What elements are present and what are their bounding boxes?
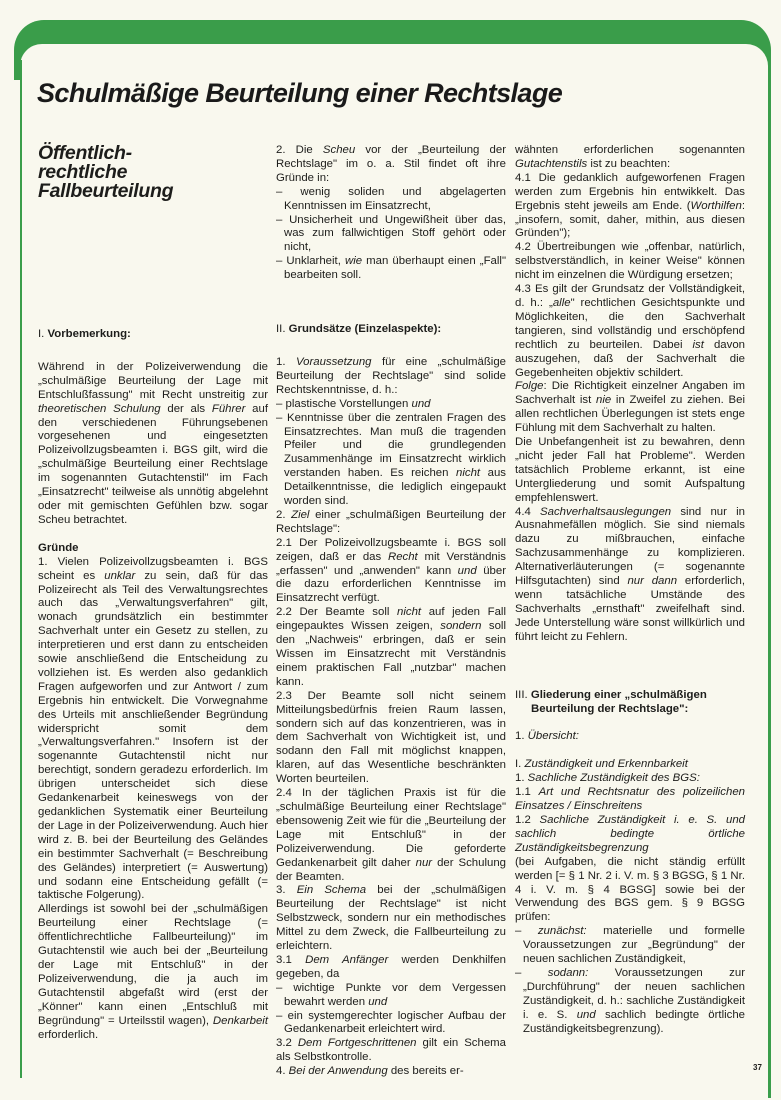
text-run: werden Denkhilfen gegeben, da: [276, 953, 507, 980]
text-run-italic: ist: [692, 338, 704, 351]
text-run-italic: Recht: [387, 550, 418, 563]
text-run: materielle und formelle Voraussetzungen zur „Begründung" der neuen sachlichen Zuständigkeit,: [523, 925, 746, 966]
text-run: 2. Die: [276, 144, 323, 156]
text-run: –: [515, 925, 538, 938]
text-run: 4.4: [515, 505, 541, 518]
text-run: mit Verständnis „erfassen" und „anwenden" kann: [276, 550, 506, 577]
heading-gliederung: [515, 689, 745, 717]
text-run-italic: alle: [552, 296, 571, 309]
text-run-italic: Folge: [515, 380, 544, 393]
text-run-italic: und: [411, 397, 431, 410]
text-run-italic: nicht: [456, 467, 481, 480]
column-2: [276, 144, 506, 1079]
heading-text: Beurteilung der Rechtslage":: [531, 702, 689, 715]
paragraph-3-1: [276, 954, 506, 982]
page-number: 37: [753, 1063, 762, 1072]
outline-text: Zuständigkeit und Erkennbarkeit: [524, 758, 688, 771]
text-run-italic: Sachverhaltsauslegungen: [540, 505, 672, 518]
heading-number: I.: [38, 328, 45, 340]
heading-vorbemerkung: [38, 328, 268, 342]
text-run: Während in der Polizeiverwendung die „schulmäßige Beurteilung der Lage mit Entschlußfassung" mit Recht unstreitig zur: [38, 360, 268, 401]
text-run: 2.2 Der Beamte soll: [276, 606, 398, 619]
text-run: – Unsicherheit und Ungewißheit über das, was zum fallwichtigen Stoff gehört oder nicht,: [276, 213, 506, 254]
text-run: zu sein, daß für das Polizeirecht als Teil des Verwaltungsrechtes auch das „Verwaltungsverfahren" gilt, wonach grundsätzlich ein bestimmter Sachverhalt unter ein Gesetz zu stellen, zu interpretieren und erst dann zu entscheiden sowie anschließend die Entscheidung zu vollziehen ist. Es werden also gedanklich Fragen aufgeworfen und zur Antwort / zum Ergebnis hin entwickelt. Die Vorwegnahme des Urteils mit anschließender Begründung widerspricht somit dem „Verwaltungsverfahren." Insofern ist der sogenannte Gutachtenstil nicht nur berechtigt, sondern geradezu erforderlich. Im übrigen unterscheidet sich diese Gedankenarbeit keineswegs von der gedanklichen Systematik einer Beurteilung der Lage in der Polizeiverwendung. Auch hier wird z. B. bei der Beurteilung des Geländes ein bestimmter Sachverhalt (= Beschreibung des Geländes) interpretiert (= Auswertung) und sodann eine Entscheidung gefällt (= taktische Folgerung).: [38, 569, 269, 902]
paragraph-anwendung-cont: [515, 144, 745, 172]
text-run: " rechtlichen Gesichtspunkte und Möglichkeiten, die den Sachverhalt tangieren, sind vollständig und erschöpfend rechtlich zu beurteilen. Dabei: [515, 296, 745, 351]
text-run: – ein systemgerechter logischer Aufbau der Gedankenarbeit erleichtert wird.: [276, 1009, 506, 1036]
page-title: Schulmäßige Beurteilung einer Rechtslage: [37, 78, 563, 108]
text-run: 1.: [515, 730, 528, 743]
text-run-italic: Scheu: [322, 144, 356, 156]
paragraph-4-4: [515, 506, 745, 645]
list-item: [276, 186, 506, 214]
text-run-italic: Führer: [211, 402, 246, 415]
list-item: [276, 255, 506, 283]
section-title-line: rechtliche: [38, 161, 128, 183]
text-run: auf jeden Fall eingepauktes Wissen zeigen,: [276, 606, 506, 633]
paragraph-folge: [515, 380, 745, 436]
text-run: des bereits er-: [387, 1065, 464, 1078]
text-run: 1.: [276, 355, 296, 368]
text-run-italic: Bei der Anwendung: [288, 1065, 388, 1078]
text-run: aus Detailkenntnisse, die lediglich eingepaukt worden sind.: [284, 467, 507, 508]
paragraph-gruende-1: [38, 556, 268, 904]
text-run-italic: sondern: [440, 620, 482, 633]
heading-text: Gliederung einer „schulmäßigen: [530, 688, 707, 701]
text-run: über die dazu erforderlichen Kenntnisse im Einsatzrecht verfügt.: [276, 564, 506, 605]
heading-number: III.: [515, 688, 528, 701]
paragraph-allerdings: [38, 903, 268, 1042]
text-run: 3.1: [276, 953, 306, 966]
list-item: [276, 214, 506, 256]
text-run-italic: unklar: [104, 569, 136, 582]
text-run: der als: [160, 402, 212, 415]
list-item: [276, 982, 506, 1010]
text-run: : „insofern, somit, daher, mithin, aus diesen Gründen");: [515, 199, 745, 240]
text-run-italic: theoretischen Schulung: [38, 402, 161, 415]
outline-number: 1.1: [515, 786, 539, 799]
text-run-italic: zunächst:: [537, 925, 587, 938]
column-1: [38, 144, 268, 1042]
paragraph-4-1: [515, 172, 745, 242]
text-run: in Zweifel zu ziehen. Bei allen rechtlichen Überlegungen ist stets enge Fühlung mit dem Sachverhalt zu halten.: [515, 394, 745, 435]
text-run: 4.3 Es gilt der Grundsatz der Vollständigkeit, d. h.: „: [515, 283, 745, 309]
text-run: gilt ein Schema als Selbstkontrolle.: [276, 1037, 506, 1064]
heading-gruende: Gründe: [38, 541, 79, 554]
text-run: erforderlich, wenn tatsächliche Umstände des Sachverhalts „ernsthaft" zweifelhaft sind. Jede Unterstellung wäre sonst willkürlich und führt leicht zu Fehlern.: [515, 575, 746, 643]
text-run: vor der „Beurteilung der Rechtslage" im o. a. Stil findet oft ihre Gründe in:: [276, 144, 507, 184]
outline-item: [515, 814, 745, 856]
outline-number: 1.2: [515, 813, 540, 826]
text-run: soll den „Nachweis" erbringen, daß er sein Wissen im Einsatzrecht mit Verständnis einem praktischen Fall „nutzbar" machen kann.: [276, 620, 506, 688]
text-run-italic: Dem Fortgeschrittenen: [297, 1037, 417, 1050]
paragraph-2-1: [276, 537, 506, 607]
text-run: einer „schulmäßigen Beurteilung der Rechtslage":: [276, 508, 506, 535]
paragraph-3-2: [276, 1037, 506, 1065]
list-item: [515, 925, 745, 967]
text-run-italic: nicht: [397, 606, 422, 619]
text-run: der Schulung der Beamten.: [276, 856, 506, 883]
text-run: 3.2: [276, 1037, 298, 1050]
paragraph-ziel: [276, 509, 506, 537]
outline-number: I.: [515, 758, 525, 771]
outline-number: 1.: [515, 772, 528, 785]
text-run: : Die Richtigkeit einzelner Angaben im Sachverhalt ist: [515, 380, 745, 407]
text-run: – Unklarheit,: [276, 255, 345, 268]
paragraph-voraussetzung: [276, 356, 506, 398]
heading-text: Vorbemerkung:: [47, 328, 131, 340]
text-run: Voraussetzungen zur „Durchführung" der neuen sachlichen Zuständigkeit, d. h.: sachliche Zuständigkeit i. e. S.: [523, 966, 746, 1021]
outline-text: Art und Rechtsnatur des polizeilichen Einsatzes / Einschreitens: [515, 786, 745, 813]
text-run: bei der „schulmäßigen Beurteilung der Rechtslage" ist nicht Selbstzweck, sondern nur ein methodisches Mittel zu dem Zweck, die Fallbeurteilung zu erleichtern.: [276, 884, 507, 953]
text-run-italic: nur: [415, 856, 433, 869]
text-run-italic: Dem Anfänger: [305, 953, 389, 966]
heading-number: II.: [276, 323, 286, 336]
paragraph-bei-aufgaben: (bei Aufgaben, die nicht ständig erfüllt werden [= § 1 Nr. 2 i. V. m. § 3 BGSG, § 1 Nr. 4 i. V. m. § 4 BGSG] sowie bei der Verwendung des BGS gem. § 9 BGSG prüfen:: [515, 855, 745, 924]
text-run-italic: und: [457, 564, 477, 577]
text-run: davon auszugehen, daß der Sachverhalt die Gegebenheiten objektiv schildert.: [515, 338, 746, 379]
text-run-italic: und: [368, 995, 388, 1008]
text-run-italic: Voraussetzung: [295, 355, 372, 368]
heading-text: Grundsätze (Einzelaspekte):: [288, 323, 442, 336]
text-run-italic: sodann:: [547, 966, 589, 979]
text-run: 2.1 Der Polizeivollzugsbeamte i. BGS soll zeigen, daß er das: [276, 536, 506, 563]
text-run: – Kenntnisse über die zentralen Fragen des Einsatzrechtes. Man muß die tragenden Pfeiler und die grundlegenden Zusammenhänge im Einsatzrecht wirklich verstanden haben. Es reichen: [276, 411, 506, 480]
list-item: [276, 1010, 506, 1038]
text-run-italic: wie: [344, 255, 363, 268]
list-item: [276, 412, 506, 509]
paragraph-2-4: [276, 787, 506, 884]
text-run-italic: und: [576, 1008, 596, 1021]
outline-text: Sachliche Zuständigkeit des BGS:: [527, 772, 700, 785]
text-run: für eine „schulmäßige Beurteilung der Rechtslage" sind solide Rechtskenntnisse, d. h.:: [276, 355, 506, 396]
text-run: – wenig soliden und abgelagerten Kenntnissen im Einsatzrecht,: [276, 185, 506, 212]
text-run: sachlich bedingte örtliche Zuständigkeitsbegrenzung).: [523, 1008, 745, 1035]
outline-item: [515, 772, 745, 786]
paragraph-2-2: [276, 606, 506, 689]
section-title-line: Fallbeurteilung: [38, 180, 174, 202]
text-run: erforderlich.: [38, 1028, 99, 1041]
text-run: 1. Vielen Polizeivollzugsbeamten i. BGS scheint es: [38, 555, 268, 582]
text-run: – plastische Vorstellungen: [276, 397, 412, 410]
green-frame-right-rule: [768, 60, 771, 1098]
text-run: sind nur in Ausnahmefällen möglich. Sie sind niemals dazu zu mißbrauchen, einfache Sachzusammenhänge zu komplizieren. Alternativerläuterungen (= sogenannte Hilfsgutachten) sind: [515, 505, 745, 588]
outline-text: Sachliche Zuständigkeit i. e. S. und sachlich bedingte örtliche Zuständigkeitsbegrenzung: [515, 813, 745, 854]
outline-item: [515, 786, 745, 814]
paragraph-4-3: [515, 283, 745, 380]
text-run: auf den verschiedenen Führungsebenen vorgesehenen und eingesetzten Polizeivollzugsbeamten i. BGS gilt, wird die „schulmäßige Beurteilung einer Rechtslage im sogenannten Gutachtenstil" im Fach „Einsatzrecht" teilweise als unnötig abgelehnt oder mit gemischten Gefühlen bzw. sogar Scheu betrachtet.: [38, 402, 268, 526]
text-run: 3.: [276, 884, 297, 897]
text-run: man überhaupt einen „Fall" bearbeiten soll.: [284, 255, 506, 282]
text-run-italic: nur dann: [627, 575, 678, 588]
text-run: 4.: [276, 1065, 289, 1078]
paragraph-4-2: 4.2 Übertreibungen wie „offenbar, natürlich, selbstverständlich, in keiner Weise" können nicht im einzelnen die Würdigung ersetzen;: [515, 241, 745, 282]
paragraph-2-3: 2.3 Der Beamte soll nicht seinem Mitteilungsbedürfnis freien Raum lassen, sondern sich auf das konzentrieren, was in dem Sachverhalt von Wichtigkeit ist, und sodann den Fall mit möglichst knappen, klaren, auf das Wesentliche beschränkten Worten beurteilen.: [276, 689, 506, 786]
paragraph-schema: [276, 884, 506, 954]
section-title-line: Öffentlich-: [38, 142, 132, 164]
text-run: ist zu beachten:: [587, 157, 671, 170]
text-run: – wichtige Punkte vor dem Vergessen bewahrt werden: [276, 981, 506, 1008]
text-run: 4.1 Die gedanklich aufgeworfenen Fragen werden zum Ergebnis hin entwikkelt. Das Ergebnis steht jeweils am Ende. (: [515, 171, 745, 212]
paragraph-anwendung: [276, 1065, 506, 1079]
text-run: 2.: [276, 508, 292, 521]
list-item: [515, 967, 745, 1037]
text-run: Allerdings ist sowohl bei der „schulmäßigen Beurteilung einer Rechtslage (= öffentlichrechtliche Fallbeurteilung)" im Gutachtenstil wie auch bei der „Beurteilung der Lage mit Entschluß" in der Polizeiverwendung, die ja auch im Gutachtenstil abgefaßt wird (erst der „Könner" kann einen „Entschluß mit Begründung" = Urteilsstil wagen),: [38, 903, 268, 1027]
outline-item: [515, 758, 745, 772]
text-run-italic: Ziel: [291, 508, 310, 521]
column-3: [515, 144, 745, 1036]
text-run-italic: Ein Schema: [296, 884, 367, 897]
text-run: –: [515, 966, 548, 979]
text-run-italic: Übersicht:: [527, 730, 579, 743]
paragraph-uebersicht: [515, 730, 745, 744]
text-run-italic: Gutachtenstils: [515, 157, 588, 170]
list-item: [276, 398, 506, 412]
green-frame-left-rule: [20, 60, 22, 1078]
text-run-italic: nie: [596, 394, 612, 407]
paragraph-vorbemerkung: [38, 361, 268, 528]
section-title: [38, 144, 268, 201]
text-run: wähnten erforderlichen sogenannten: [515, 144, 745, 156]
paragraph-scheu: [276, 144, 506, 186]
text-run-italic: Denkarbeit: [212, 1014, 268, 1027]
text-run: 2.4 In der täglichen Praxis ist für die „schulmäßige Beurteilung einer Rechtslage" ebensowenig Zeit wie für die „Beurteilung der Lage mit Entschluß" in der Polizeiverwendung. Die geforderte Gedankenarbeit gilt daher: [276, 787, 506, 869]
text-run-italic: Worthilfen: [690, 199, 742, 212]
heading-grundsaetze: [276, 323, 506, 337]
paragraph-unbefangenheit: Die Unbefangenheit ist zu bewahren, denn „nicht jeder Fall hat Probleme". Werden tatsächlich Probleme erkannt, ist eine Untergliederung und somit Aufspaltung empfehlenswert.: [515, 436, 745, 504]
